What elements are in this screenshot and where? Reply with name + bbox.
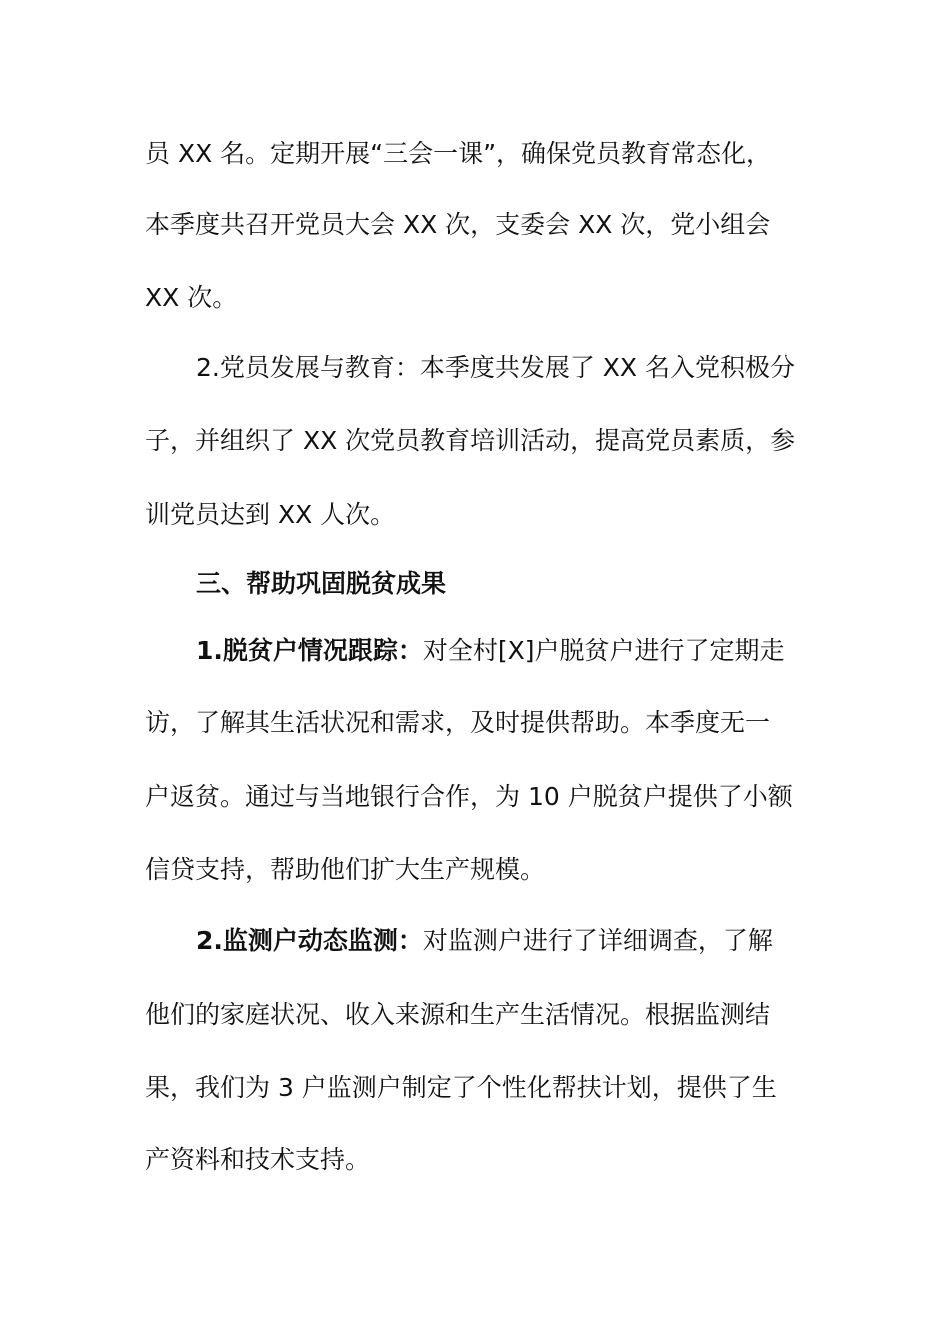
paragraph-3-line-4: 信贷支持，帮助他们扩大生产规模。 xyxy=(145,855,546,884)
paragraph-3-line-3: 户返贫。通过与当地银行合作，为 10 户脱贫户提供了小额 xyxy=(145,782,793,811)
paragraph-3-line-1 xyxy=(196,633,810,669)
paragraph-2-line-2: 子，并组织了 XX 次党员教育培训活动，提高党员素质，参 xyxy=(145,426,796,455)
paragraph-2-line-1: 2.党员发展与教育：本季度共发展了 XX 名入党积极分 xyxy=(196,353,796,382)
paragraph-4-line-1 xyxy=(196,923,810,959)
paragraph-3-lead: 1.脱贫户情况跟踪： xyxy=(196,636,423,665)
paragraph-4-line-4: 产资料和技术支持。 xyxy=(145,1145,371,1174)
paragraph-2-line-3: 训党员达到 XX 人次。 xyxy=(145,500,396,529)
paragraph-4-line-3: 果，我们为 3 户监测户制定了个性化帮扶计划，提供了生 xyxy=(145,1073,777,1102)
paragraph-1-line-2: 本季度共召开党员大会 XX 次，支委会 XX 次，党小组会 xyxy=(145,210,771,239)
paragraph-4-line-2: 他们的家庭状况、收入来源和生产生活情况。根据监测结 xyxy=(145,1000,771,1029)
paragraph-4-lead: 2.监测户动态监测： xyxy=(196,926,423,955)
section-heading: 三、帮助巩固脱贫成果 xyxy=(196,569,447,598)
paragraph-4-line-1-rest: 对监测户进行了详细调查，了解 xyxy=(422,926,773,955)
paragraph-1-line-3: XX 次。 xyxy=(145,283,238,312)
paragraph-1-line-1: 员 XX 名。定期开展“三会一课”，确保党员教育常态化， xyxy=(145,139,772,168)
paragraph-3-line-1-rest: 对全村[X]户脱贫户进行了定期走 xyxy=(422,636,785,665)
paragraph-3-line-2: 访，了解其生活状况和需求，及时提供帮助。本季度无一 xyxy=(145,708,771,737)
